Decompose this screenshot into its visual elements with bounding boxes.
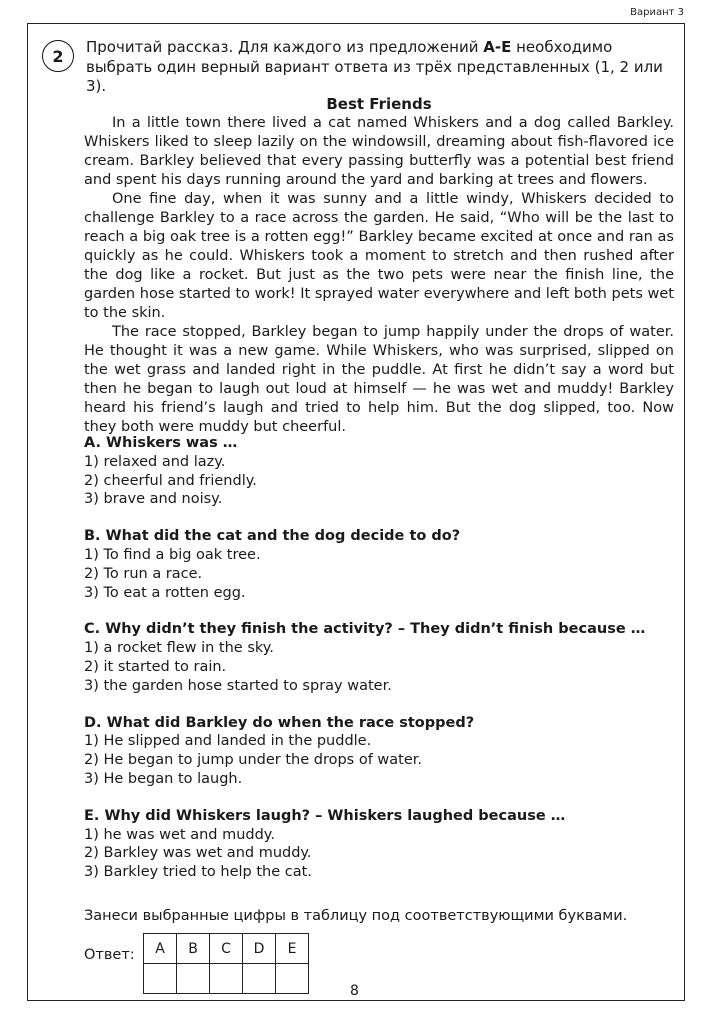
story-title: Best Friends [326, 95, 432, 113]
answer-option: 2) To run a race. [84, 565, 203, 582]
answer-letter-e: E [276, 934, 309, 964]
question-b [84, 527, 684, 602]
answer-letter-b: B [177, 934, 210, 964]
story-paragraph: One fine day, when it was sunny and a little windy, Whiskers decided to challenge Barkley to a race across the garden. He said, “Who will be the last to reach a big oak tree is a rotten egg!” Barkley became excited at once and ran as quickly as he could. Whiskers took a moment to stretch and then rushed after the dog like a rocket. But just as the two pets were near the finish line, the garden hose started to work! It sprayed water everywhere and left both pets wet to the skin. [84, 191, 674, 321]
answer-option: 3) the garden hose started to spray water. [84, 677, 392, 694]
answer-option: 1) he was wet and muddy. [84, 826, 275, 843]
answer-letters-row [144, 934, 309, 964]
answer-option: 3) He began to laugh. [84, 770, 243, 787]
story-paragraph: The race stopped, Barkley began to jump happily under the drops of water. He thought it was a new game. While Whiskers, who was surprised, slipped on the wet grass and landed right in the puddle. At first he didn’t say a word but then he began to laugh out loud at himself — he was wet and muddy! Barkley heard his friend’s laugh and tried to help him. But the dog slipped, too. Now they both were muddy but cheerful. [84, 324, 674, 435]
instruction-bold-letters: A‑E [483, 38, 512, 56]
answer-option: 2) He began to jump under the drops of water. [84, 752, 423, 769]
question-title: E. Why did Whiskers laugh? – Whiskers laughed because … [84, 807, 566, 824]
instruction-text-2: необходимо выбрать один верный вариант ответа из трёх представленных (1, 2 или 3). [86, 38, 663, 95]
questions-list [84, 434, 684, 900]
variant-label: Вариант 3 [630, 7, 684, 18]
question-title: A. Whiskers was … [84, 435, 238, 451]
task-instruction [86, 38, 676, 97]
answer-letter-c: C [210, 934, 243, 964]
answer-instruction: Занеси выбранные цифры в таблицу под соответствующими буквами. [84, 908, 628, 924]
instruction-text-1: Прочитай рассказ. Для каждого из предложений [86, 38, 484, 56]
story-paragraph: In a little town there lived a cat named Whiskers and a dog called Barkley. Whiskers liked to sleep lazily on the windowsill, dreaming about fish-flavored ice cream. Barkley believed that every passing butterfly was a potential best friend and spent his days running around the yard and barking at trees and flowers. [84, 115, 674, 188]
question-title: C. Why didn’t they finish the activity? – They didn’t finish because … [84, 621, 646, 638]
answer-option: 1) To find a big oak tree. [84, 546, 261, 563]
answer-option: 2) Barkley was wet and muddy. [84, 845, 312, 862]
question-title: D. What did Barkley do when the race stopped? [84, 714, 475, 731]
answer-option: 3) To eat a rotten egg. [84, 584, 246, 601]
answer-letter-a: A [144, 934, 177, 964]
question-title: B. What did the cat and the dog decide to do? [84, 528, 461, 545]
answer-label: Ответ: [84, 947, 135, 963]
page-number: 8 [350, 983, 359, 999]
question-a [84, 434, 684, 509]
answer-option: 1) relaxed and lazy. [84, 453, 226, 470]
question-d [84, 714, 684, 789]
task-number-badge: 2 [42, 40, 74, 72]
answer-letter-d: D [243, 934, 276, 964]
answer-option: 3) brave and noisy. [84, 491, 223, 508]
story-text [84, 114, 674, 437]
answer-option: 1) a rocket flew in the sky. [84, 640, 274, 657]
answer-option: 3) Barkley tried to help the cat. [84, 864, 312, 881]
answer-option: 2) it started to rain. [84, 658, 227, 675]
answer-option: 2) cheerful and friendly. [84, 472, 257, 489]
question-c [84, 620, 684, 695]
answer-option: 1) He slipped and landed in the puddle. [84, 733, 372, 750]
question-e [84, 807, 684, 882]
